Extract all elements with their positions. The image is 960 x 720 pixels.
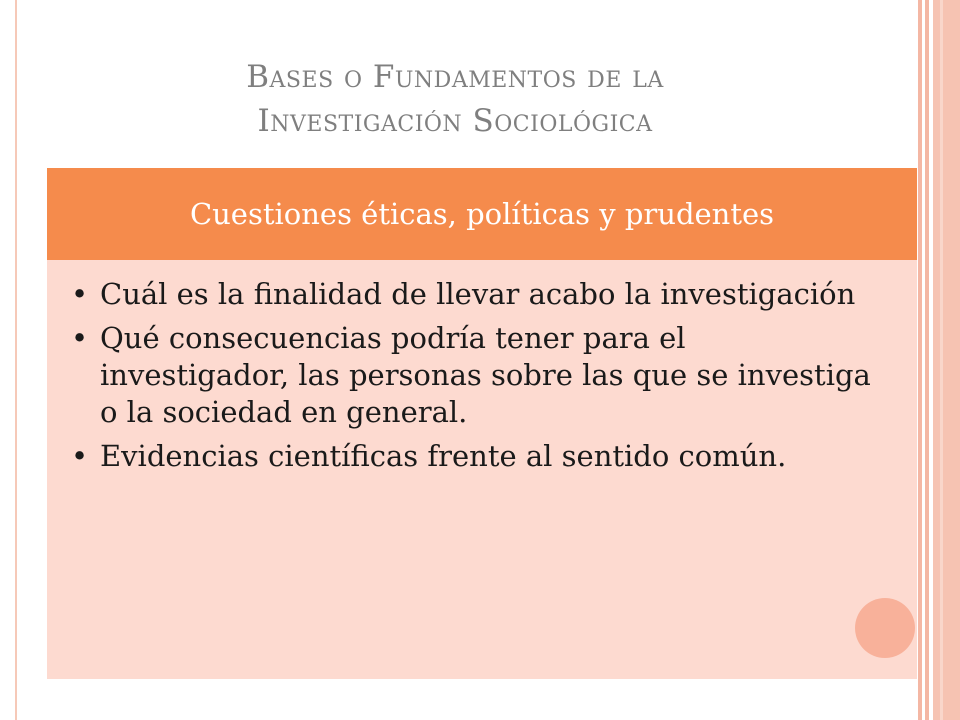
bullet-icon: • — [71, 439, 89, 473]
bullet-icon: • — [71, 321, 89, 355]
right-decor-stripe — [918, 0, 922, 720]
bullet-item — [47, 276, 877, 313]
bullet-text: Evidencias científicas frente al sentido común. — [100, 439, 787, 473]
bullet-text: Qué consecuencias podría tener para el investigador, las personas sobre las que se investiga o la sociedad en general. — [100, 321, 871, 429]
slide-title-line-1: Bases o Fundamentos de la — [246, 59, 664, 95]
decorative-circle — [855, 598, 915, 658]
slide-title-line-2: Investigación Sociológica — [257, 103, 653, 139]
bullet-text: Cuál es la finalidad de llevar acabo la investigación — [100, 277, 856, 311]
right-decor-stripe — [940, 0, 943, 720]
bullet-list — [47, 276, 877, 482]
bullet-item — [47, 320, 877, 431]
bullet-item — [47, 438, 877, 475]
right-decor-stripe — [933, 0, 960, 720]
slide-title — [0, 55, 910, 143]
right-decor-stripe — [925, 0, 929, 720]
bullet-icon: • — [71, 277, 89, 311]
content-panel — [47, 168, 917, 679]
panel-header: Cuestiones éticas, políticas y prudentes — [47, 168, 917, 260]
